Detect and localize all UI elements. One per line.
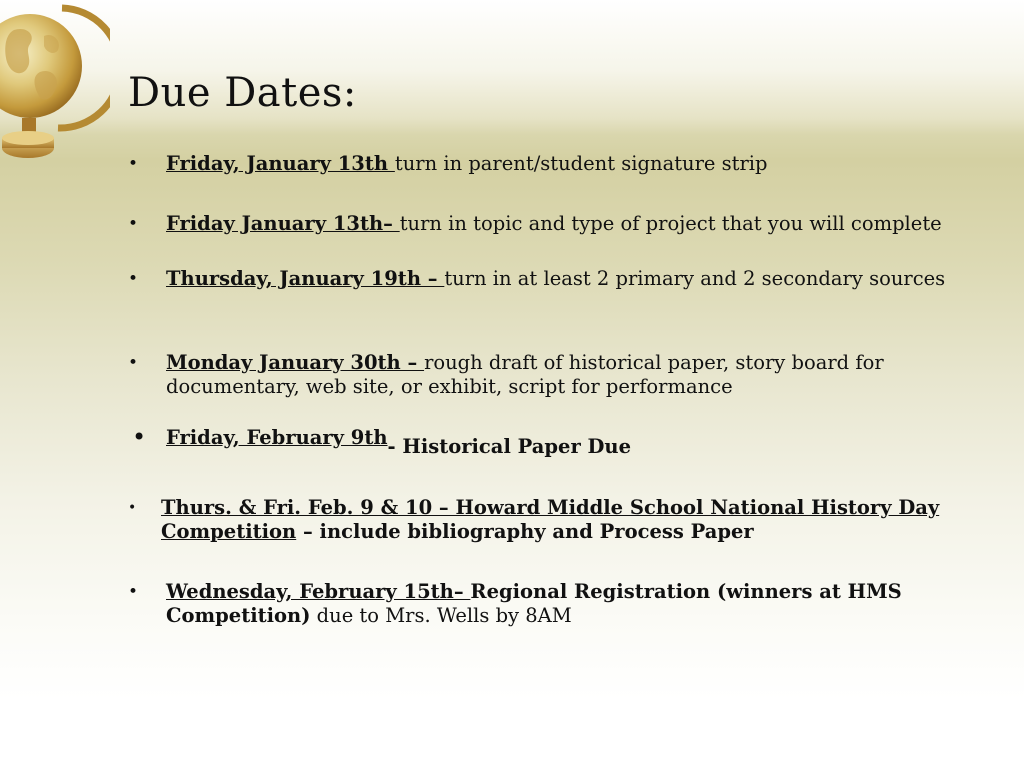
- due-description: – include bibliography and Process Paper: [296, 520, 754, 543]
- bullet-dot: •: [128, 269, 139, 289]
- due-date-item: [128, 580, 968, 628]
- bullet-dot: •: [128, 582, 139, 602]
- globe-icon: [0, 0, 110, 170]
- due-date: Friday, January 13th: [166, 152, 395, 175]
- bullet-dot: •: [132, 423, 147, 451]
- due-description: rough draft of historical paper, story board for documentary, web site, or exhibit, script for performance: [166, 351, 884, 398]
- bullet-dot: •: [128, 500, 137, 516]
- due-date-item: [128, 496, 968, 544]
- due-description: turn in parent/student signature strip: [394, 152, 768, 175]
- bullet-dot: •: [128, 353, 139, 373]
- due-date: Wednesday, February 15th–: [166, 580, 471, 603]
- due-date-item: [128, 423, 968, 458]
- due-date-item: [128, 152, 968, 176]
- slide-title: Due Dates:: [128, 70, 357, 116]
- due-date: Thurs. & Fri. Feb. 9 & 10 – Howard Middle School National History Day Competition: [161, 496, 940, 543]
- due-description: due to Mrs. Wells by 8AM: [310, 604, 572, 627]
- bullet-dot: •: [128, 154, 139, 174]
- due-date-item: [128, 351, 968, 399]
- due-highlight: Regional Registration (winners at HMS Competition): [166, 580, 902, 627]
- due-date-item: [128, 267, 968, 291]
- due-date: Friday January 13th–: [166, 212, 400, 235]
- due-description: turn in topic and type of project that you will complete: [399, 212, 942, 235]
- due-date: Friday, February 9th: [166, 426, 388, 449]
- due-date-item: [128, 212, 968, 236]
- bullet-dot: •: [128, 214, 139, 234]
- due-description: turn in at least 2 primary and 2 secondary sources: [444, 267, 946, 290]
- due-date: Thursday, January 19th –: [166, 267, 445, 290]
- due-date: Monday January 30th –: [166, 351, 425, 374]
- due-description: - Historical Paper Due: [387, 435, 632, 458]
